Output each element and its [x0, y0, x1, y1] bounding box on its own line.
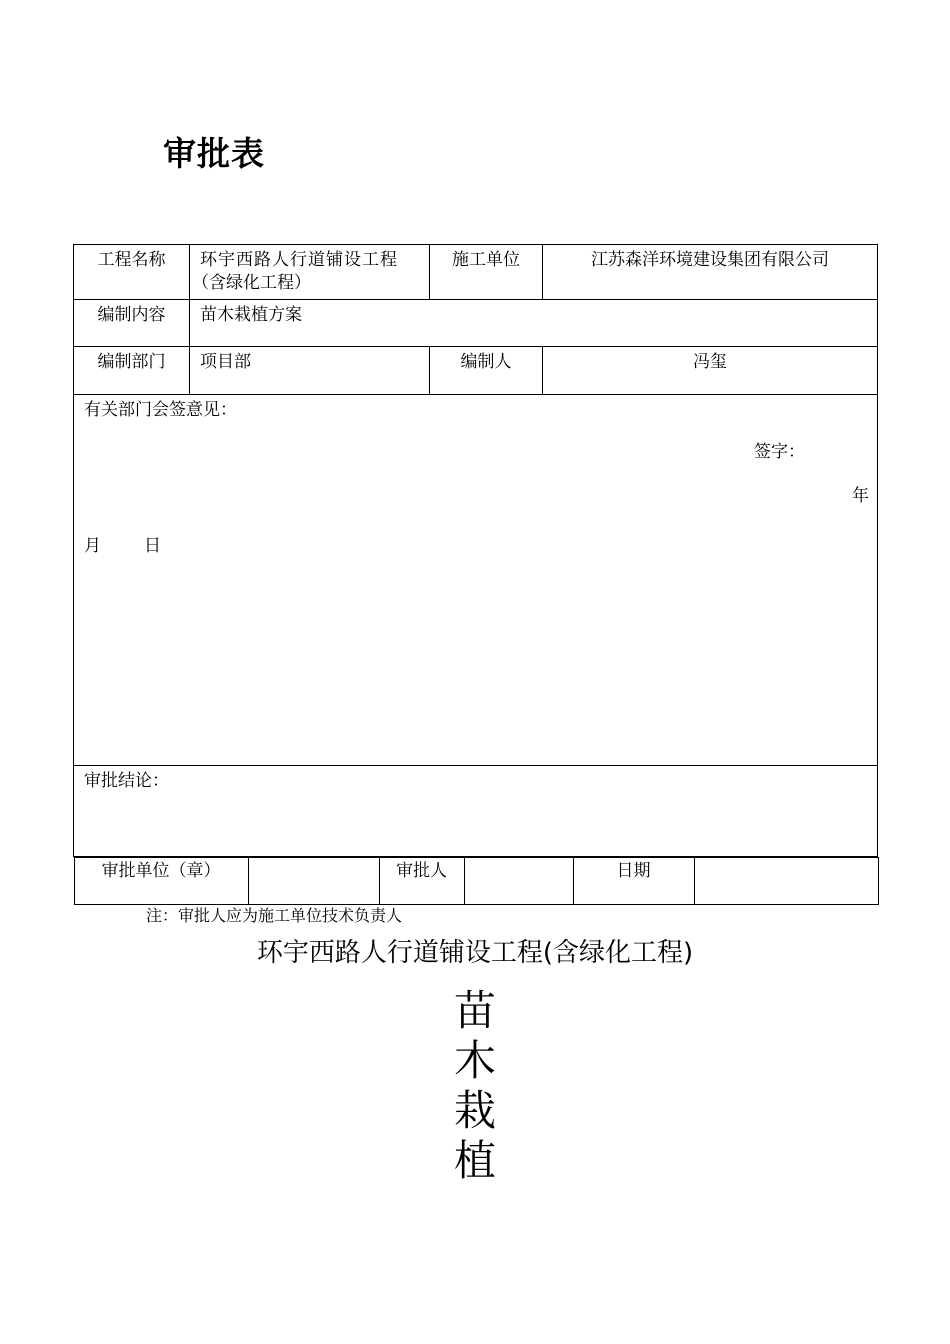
author-value: 冯玺 [543, 347, 878, 395]
contractor-value: 江苏森洋环境建设集团有限公司 [543, 245, 878, 300]
contractor-label: 施工单位 [430, 245, 543, 300]
approver-field[interactable] [464, 858, 573, 905]
project-name-label: 工程名称 [74, 245, 190, 300]
document-title: 环宇西路人行道铺设工程(含绿化工程) [256, 938, 694, 968]
approval-bottom-table [74, 857, 879, 905]
form-title: 审批表 [163, 134, 265, 173]
month-label: 月 [84, 536, 101, 556]
opinion-label: 有关部门会签意见： [84, 400, 237, 420]
project-name-line2: （含绿化工程） [192, 273, 311, 293]
vertical-title-char-1: 苗 [453, 986, 496, 1035]
project-name-line1: 环宇西路人行道铺设工程 [200, 250, 398, 270]
year-label: 年 [852, 486, 869, 506]
day-label: 日 [144, 536, 161, 556]
conclusion-label: 审批结论： [84, 771, 169, 791]
approver-label: 审批人 [379, 858, 464, 905]
conclusion-section [74, 766, 878, 857]
vertical-title-char-4: 植 [453, 1136, 496, 1185]
author-label: 编制人 [430, 347, 543, 395]
project-name-value [190, 245, 430, 300]
approval-unit-label: 审批单位（章） [74, 858, 248, 905]
date-label: 日期 [573, 858, 694, 905]
date-field[interactable] [694, 858, 878, 905]
vertical-title-char-2: 木 [453, 1036, 496, 1085]
approval-bottom-row [74, 857, 878, 906]
opinion-section [74, 395, 878, 766]
approval-form-table [73, 244, 878, 905]
signature-label: 签字： [754, 442, 805, 462]
dept-value: 项目部 [190, 347, 430, 395]
approval-unit-field[interactable] [248, 858, 379, 905]
content-label: 编制内容 [74, 300, 190, 347]
dept-label: 编制部门 [74, 347, 190, 395]
approval-note: 注：审批人应为施工单位技术负责人 [146, 906, 403, 925]
content-value: 苗木栽植方案 [190, 300, 878, 347]
vertical-title-char-3: 栽 [453, 1086, 496, 1135]
